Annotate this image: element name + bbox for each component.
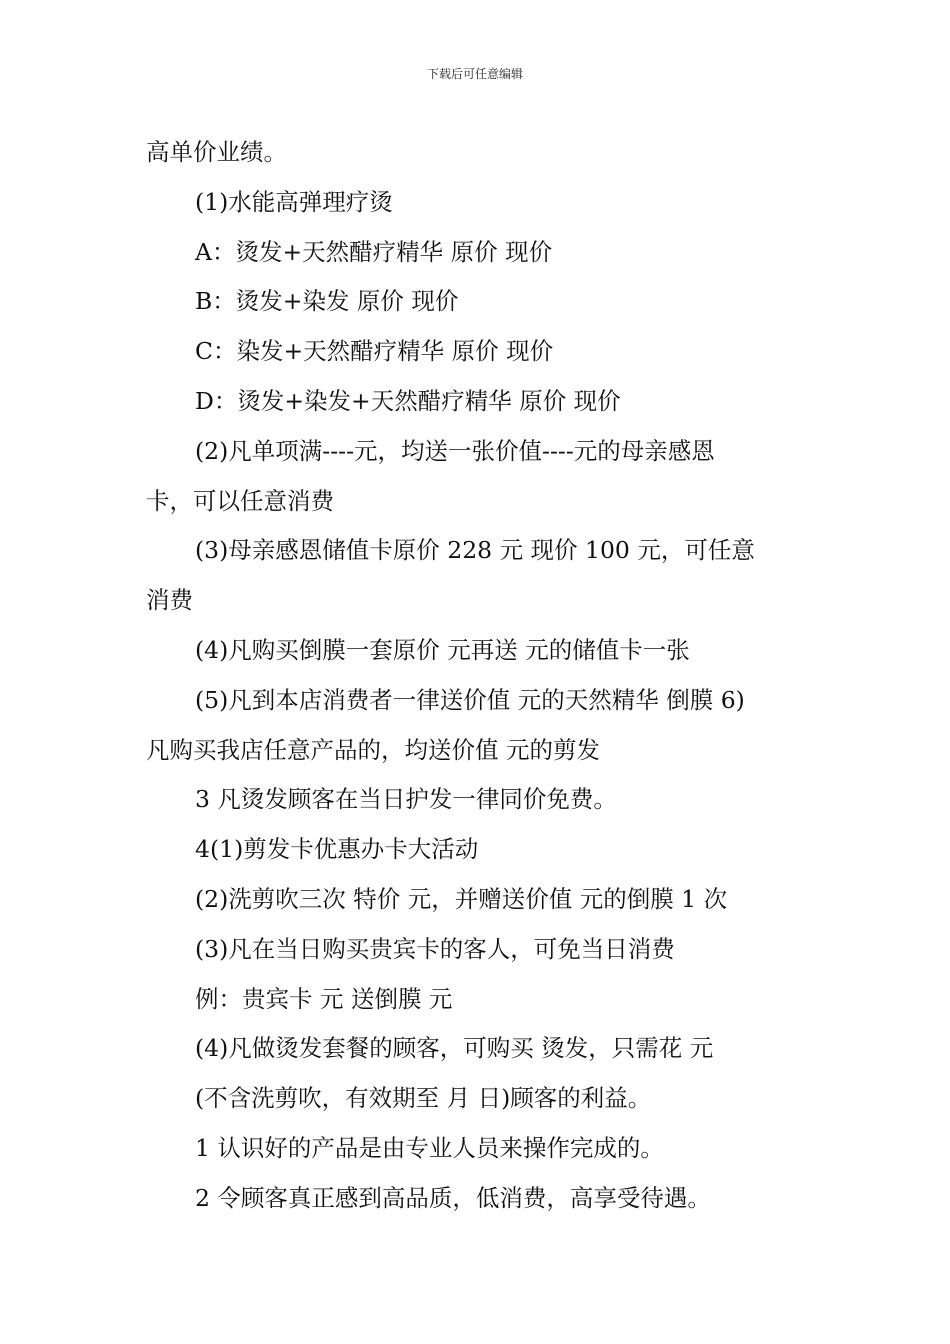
paragraph-line: (3)凡在当日购买贵宾卡的客人，可免当日消费: [195, 934, 675, 963]
paragraph-line: (1)水能高弹理疗烫: [195, 187, 393, 216]
document-body: [146, 128, 810, 1224]
paragraph-line: (3)母亲感恩储值卡原价 228 元 现价 100 元，可任意: [195, 536, 755, 565]
paragraph-line: 高单价业绩。: [146, 138, 287, 166]
paragraph-line: (2)凡单项满----元，均送一张价值----元的母亲感恩: [195, 436, 715, 465]
paragraph-line: (4)凡做烫发套餐的顾客，可购买 烫发，只需花 元: [195, 1034, 714, 1063]
paragraph-line: (不含洗剪吹，有效期至 月 日)顾客的利益。: [195, 1084, 652, 1113]
paragraph-line: 凡购买我店任意产品的，均送价值 元的剪发: [146, 735, 600, 764]
paragraph-line: (5)凡到本店消费者一律送价值 元的天然精华 倒膜 6): [195, 685, 745, 714]
paragraph-line: C：染发+天然醋疗精华 原价 现价: [195, 337, 554, 366]
paragraph-line: 卡，可以任意消费: [146, 486, 334, 515]
paragraph-line: A：烫发+天然醋疗精华 原价 现价: [195, 237, 553, 266]
paragraph-line: (4)凡购买倒膜一套原价 元再送 元的储值卡一张: [195, 635, 690, 664]
paragraph-line: 消费: [146, 586, 193, 615]
paragraph-line: 例：贵宾卡 元 送倒膜 元: [195, 984, 453, 1013]
paragraph-line: B：烫发+染发 原价 现价: [195, 287, 459, 316]
paragraph-line: D：烫发+染发+天然醋疗精华 原价 现价: [195, 386, 621, 415]
page-header: 下载后可任意编辑: [426, 67, 523, 81]
paragraph-line: 2 令顾客真正感到高品质，低消费，高享受待遇。: [195, 1183, 711, 1212]
paragraph-line: 1 认识好的产品是由专业人员来操作完成的。: [195, 1133, 664, 1162]
paragraph-line: (2)洗剪吹三次 特价 元，并赠送价值 元的倒膜 1 次: [195, 884, 728, 913]
paragraph-line: 3 凡烫发顾客在当日护发一律同价免费。: [195, 785, 617, 814]
paragraph-line: 4(1)剪发卡优惠办卡大活动: [195, 835, 479, 864]
